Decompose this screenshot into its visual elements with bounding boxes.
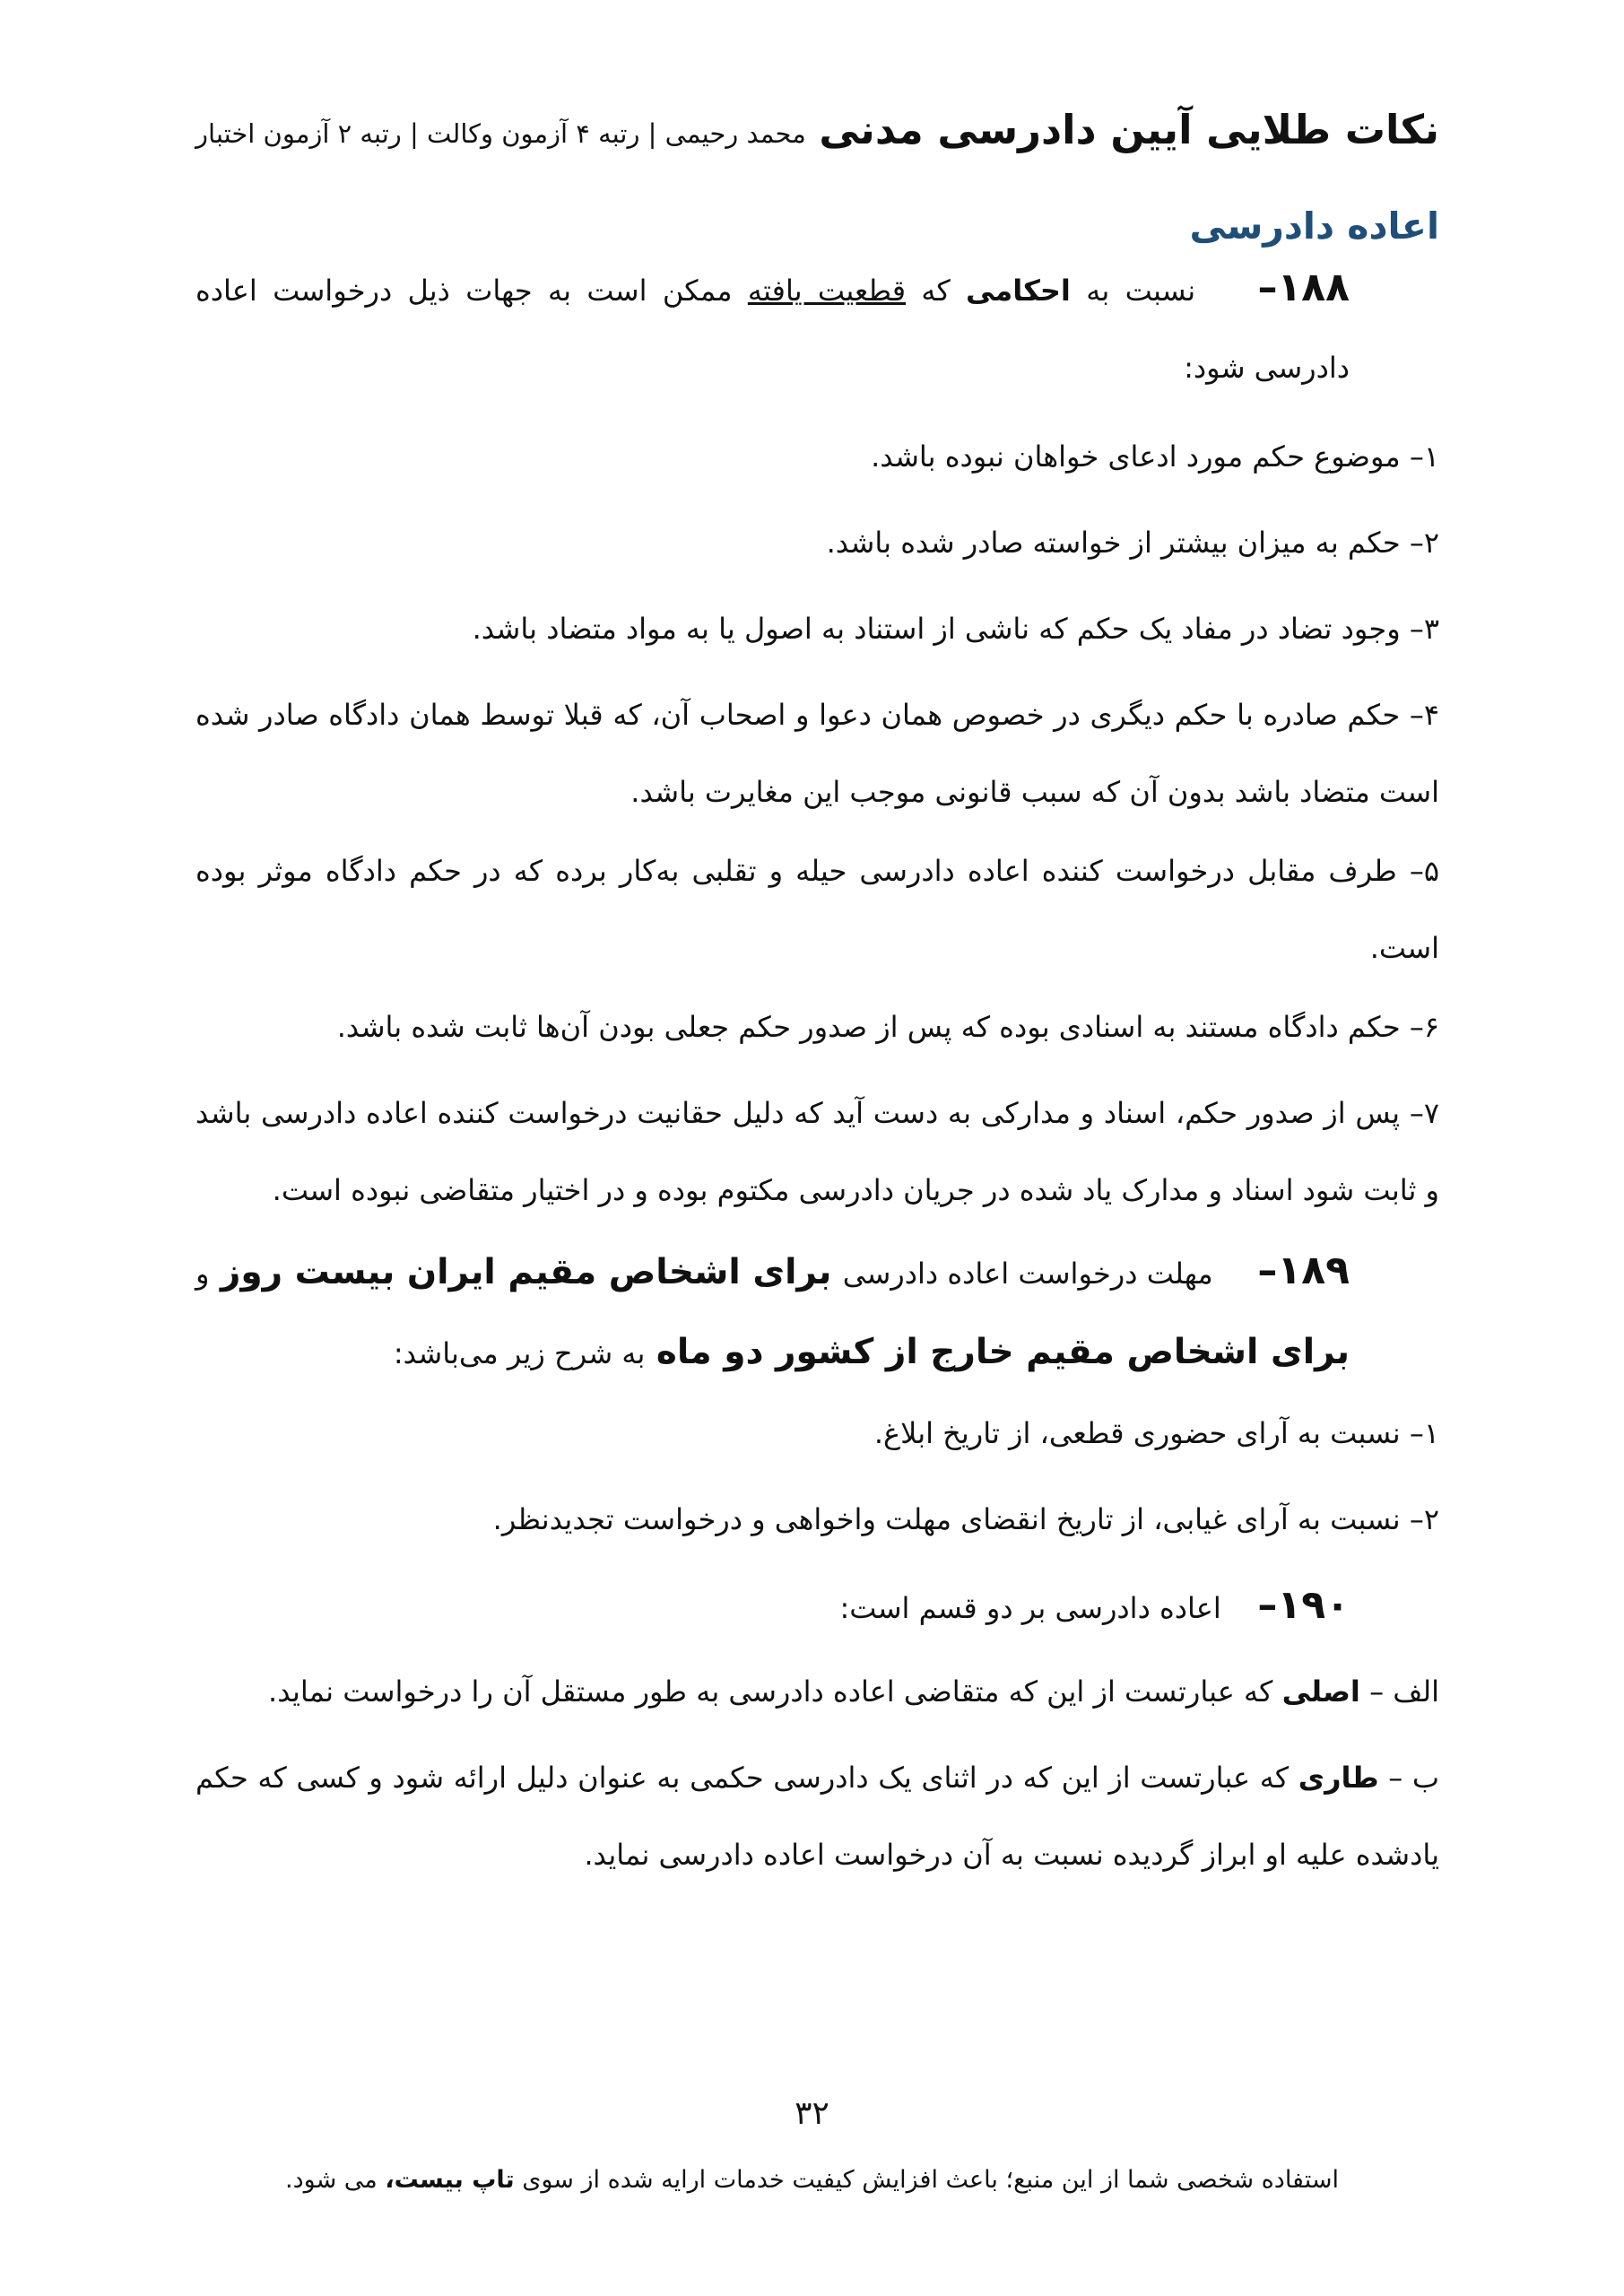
- footer-brand: تاپ بیست،: [385, 2166, 515, 2194]
- item-189: [195, 1231, 1439, 1393]
- item-text: نسبت به: [1086, 274, 1196, 308]
- item-number: ۱۸۹–: [1257, 1248, 1350, 1293]
- page-number: ۳۲: [795, 2095, 829, 2132]
- footer: [0, 2166, 1624, 2194]
- list-item: ۳– وجود تضاد در مفاد یک حکم که ناشی از استناد به اصول یا به مواد متضاد باشد.: [472, 612, 1439, 646]
- item-bold-term: طاری: [1298, 1761, 1379, 1795]
- paragraph-be: [195, 1739, 1439, 1893]
- list-item: ۷– پس از صدور حکم، اسناد و مدارکی به دست آید که دلیل حقانیت درخواست کننده اعاده دادرسی باشد و ثابت شود اسناد و مدارک یاد شده در جریان دادرسی مکتوم بوده و در اختیار متقاضی نبوده است.: [195, 1096, 1439, 1207]
- list-item: ۱– نسبت به آرای حضوری قطعی، از تاریخ ابلاغ.: [873, 1416, 1439, 1450]
- item-190: [195, 1567, 1439, 1647]
- section-title: اعاده دادرسی: [1189, 204, 1439, 248]
- list-item: ۵– طرف مقابل درخواست کننده اعاده دادرسی حیله و تقلبی به‌کار برده که در حکم دادگاه موثر بوده است.: [195, 854, 1439, 965]
- item-text: مهلت درخواست اعاده دادرسی: [842, 1257, 1213, 1291]
- item-number: ۱۸۸–: [1257, 265, 1350, 310]
- list-item: ۲– حکم به میزان بیشتر از خواسته صادر شده باشد.: [826, 526, 1439, 560]
- item-number: ۱۹۰–: [1257, 1582, 1350, 1628]
- item-prefix: الف –: [1369, 1674, 1439, 1709]
- item-bold-term: برای اشخاص مقیم خارج از کشور دو ماه: [656, 1332, 1350, 1372]
- item-text: به شرح زیر می‌باشد:: [393, 1336, 646, 1370]
- list-item: ۶– حکم دادگاه مستند به اسنادی بوده که پس از صدور حکم جعلی بودن آن‌ها ثابت شده باشد.: [336, 1010, 1439, 1044]
- item-text: و: [195, 1257, 210, 1291]
- item-underlined-term: قطعیت یافته: [747, 274, 906, 308]
- item-bold-term: اصلی: [1281, 1674, 1360, 1709]
- list-item: ۲– نسبت به آرای غیابی، از تاریخ انقضای مهلت واخواهی و درخواست تجدیدنظر.: [492, 1502, 1439, 1536]
- item-bold-term: احکامی: [966, 274, 1071, 308]
- item-text: که: [921, 274, 951, 308]
- item-188: [195, 249, 1439, 406]
- book-title: نکات طلایی آیین دادرسی مدنی: [819, 106, 1439, 153]
- item-prefix: ب –: [1388, 1761, 1440, 1795]
- list-item: ۴– حکم صادره با حکم دیگری در خصوص همان دعوا و اصحاب آن، که قبلا توسط همان دادگاه صادر شده است متضاد باشد بدون آن که سبب قانونی موجب این مغایرت باشد.: [195, 698, 1439, 809]
- paragraph-alef: [195, 1653, 1439, 1730]
- list-item: ۱– موضوع حکم مورد ادعای خواهان نبوده باشد.: [871, 439, 1439, 474]
- item-text: ممکن است به جهات ذیل درخواست اعاده دادرسی شود:: [195, 274, 1350, 385]
- author-info: محمد رحیمی | رتبه ۴ آزمون وکالت | رتبه ۲ آزمون اختبار: [195, 118, 806, 149]
- item-text: که عبارتست از این که متقاضی اعاده دادرسی به طور مستقل آن را درخواست نماید.: [268, 1674, 1273, 1709]
- footer-text: می شود.: [285, 2166, 378, 2194]
- item-bold-term: برای اشخاص مقیم ایران بیست روز: [220, 1252, 832, 1292]
- item-text: که عبارتست از این که در اثنای یک دادرسی حکمی به عنوان دلیل ارائه شود و کسی که حکم یادشده علیه او ابراز گردیده نسبت به آن درخواست اعاده دادرسی نماید.: [195, 1761, 1439, 1872]
- item-text: اعاده دادرسی بر دو قسم است:: [839, 1591, 1221, 1625]
- footer-text: استفاده شخصی شما از این منبع؛ باعث افزایش کیفیت خدمات ارایه شده از سوی: [522, 2166, 1339, 2194]
